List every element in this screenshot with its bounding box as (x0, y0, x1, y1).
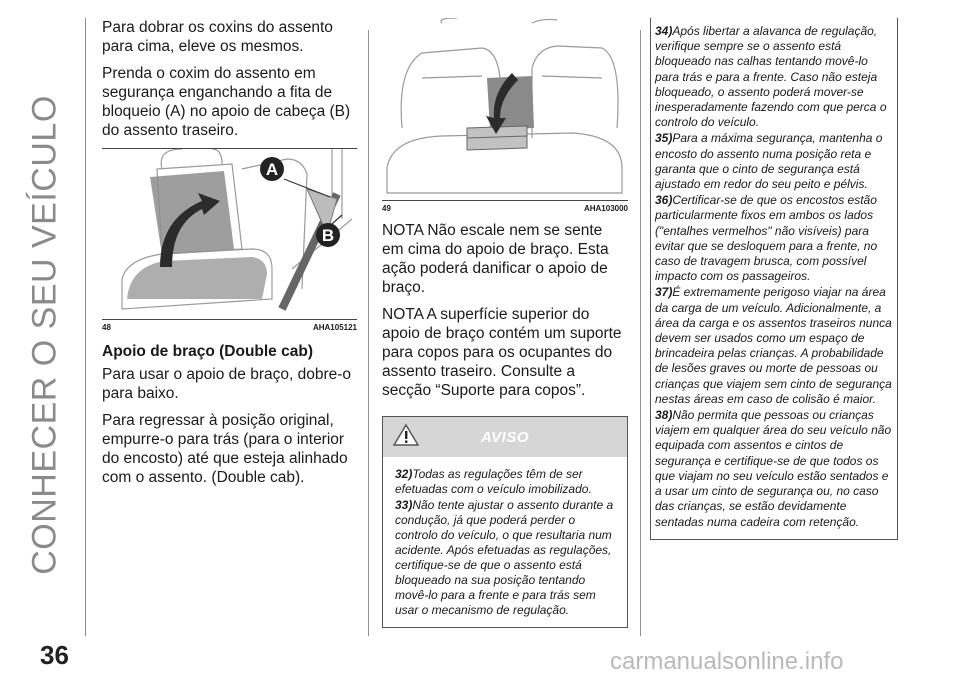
warning-item (655, 24, 893, 130)
seat-fold-illustration (102, 149, 357, 319)
paragraph-return-armrest: Para regressar à posição original, empurre-o para trás (para o interior do encosto) até que esteja alinhado com o assento. (Double cab). (102, 412, 348, 486)
column-divider-2 (640, 30, 641, 636)
figure-48 (102, 148, 357, 320)
warning-item-number: 38) (655, 408, 673, 423)
warning-item (395, 467, 615, 497)
warning-item-number: 32) (395, 467, 413, 481)
note-cup-holder: NOTA A superfície superior do apoio de braço contém um suporte para copos para os ocupantes do assento traseiro. Consulte a secção “Suporte para copos”. (382, 306, 622, 399)
warning-box (382, 416, 628, 628)
warning-item (655, 193, 893, 284)
warning-header (383, 417, 627, 457)
side-divider (85, 18, 86, 636)
column-3 (650, 18, 898, 540)
paragraph-secure-cushion: Prenda o coxim do assento em segurança enganchando a fita de bloqueio (A) no apoio de cabeça (B) do assento traseiro. (102, 65, 351, 139)
warning-item-number: 37) (655, 285, 673, 300)
figure-49-caption (382, 204, 628, 213)
callout-a-label: A (265, 160, 279, 179)
page-number: 36 (40, 640, 69, 670)
column-2 (382, 18, 628, 628)
figure-49 (382, 18, 628, 201)
paragraph-use-armrest: Para usar o apoio de braço, dobre-o para baixo. (102, 366, 352, 402)
warning-item-text: Para a máxima segurança, mantenha o encosto do assento numa posição reta e garanta que o cinto de segurança está ajustado em redor do seu peito e pélvis. (655, 131, 883, 192)
figure-number: 49 (382, 204, 391, 213)
warning-box-continued (650, 18, 898, 540)
warning-item-number: 35) (655, 131, 673, 146)
figure-code: AHA103000 (583, 204, 628, 213)
warning-body (383, 457, 627, 627)
warning-item-text: Não tente ajustar o assento durante a condução, já que poderá perder o controlo do veículo, o que resultaria num acidente. Após efetuadas as regulações, certifique-se de que o assento está bloqueado na sua posição tentando movê-lo para a frente e para trás sem usar o mecanismo de regulação. (395, 498, 614, 617)
column-divider-1 (368, 30, 369, 636)
warning-triangle-icon (393, 423, 419, 447)
warning-item (655, 131, 893, 192)
warning-item-number: 34) (655, 24, 673, 38)
warning-item-text: Não permita que pessoas ou crianças viajem em qualquer área do seu veículo não equipada com assentos e cintos de segurança e certifique-se de que todos os que viajam no seu veículo estão sentados e a usar um cinto de segurança ou, no caso das crianças, se estão devidamente sentadas numa cadeira com retenção. (655, 408, 892, 529)
watermark-text: carmanualsonline.info (610, 648, 844, 675)
warning-body-continued (651, 18, 897, 539)
warning-item-number: 33) (395, 498, 413, 512)
callout-b-label: B (321, 226, 335, 245)
warning-item-text: Todas as regulações têm de ser efetuadas com o veículo imobilizado. (395, 467, 592, 496)
side-title-text: CONHECER O SEU VEÍCULO (25, 95, 64, 575)
section-heading-armrest: Apoio de braço (Double cab) (102, 343, 313, 360)
warning-item (395, 498, 615, 618)
armrest-illustration (382, 18, 628, 200)
figure-code: AHA105121 (312, 323, 357, 332)
figure-48-caption (102, 323, 357, 332)
warning-item-text: Certificar-se de que os encostos estão particularmente fixos em ambos os lados ("entalhes vermelhos" não visíveis) para evitar que se desloquem para a frente, no caso de travagem brusca, com possível impacto com os passageiros. (655, 193, 878, 284)
warning-item (655, 285, 893, 407)
note-do-not-climb: NOTA Não escale nem se sente em cima do apoio de braço. Esta ação poderá danificar o apoio de braço. (382, 222, 609, 296)
warning-item-number: 36) (655, 193, 673, 208)
warning-item-text: É extremamente perigoso viajar na área da carga de um veículo. Adicionalmente, a área da carga e os assentos traseiros nunca devem ser usados como um espaço de brincadeira pelas crianças. A probabilidade de lesões graves ou morte de pessoas ou crianças que viajem sem cinto de segurança nestas áreas em caso de colisão é maior. (655, 285, 892, 406)
warning-item-text: Após libertar a alavanca de regulação, verifique sempre se o assento está bloqueado nas calhas tentando movê-lo para trás e para a frente. Caso não esteja bloqueado, o assento poderá mover-se inesperadamente fazendo com que perca o controlo do veículo. (655, 24, 887, 130)
paragraph-fold-cushions: Para dobrar os coxins do assento para cima, eleve os mesmos. (102, 19, 333, 55)
warning-title: AVISO (480, 428, 530, 446)
column-1 (102, 18, 357, 495)
figure-number: 48 (102, 323, 111, 332)
warning-item (655, 408, 893, 530)
